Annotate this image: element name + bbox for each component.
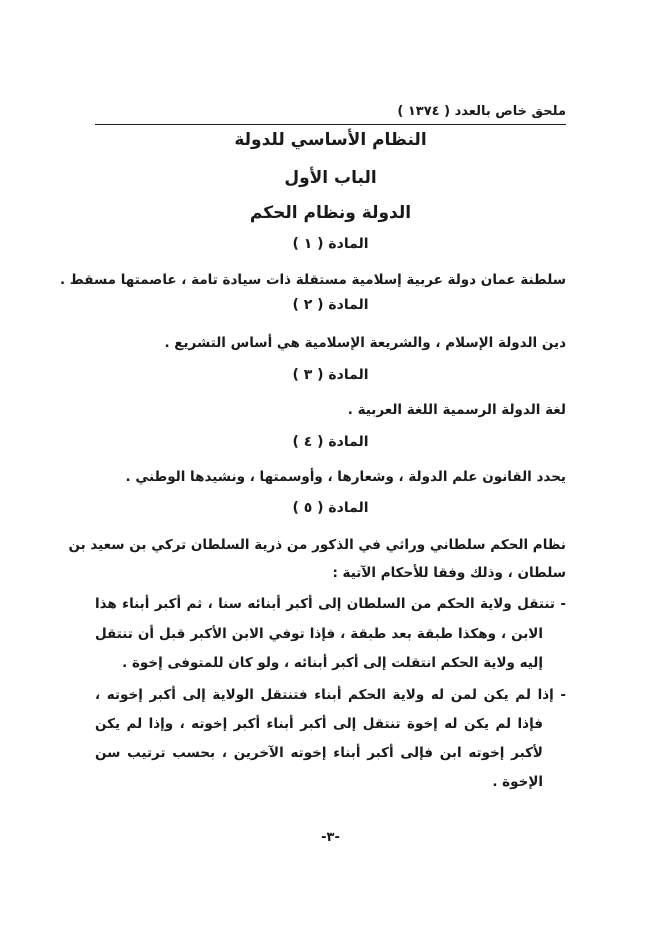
article-5-line-6: - إذا لم يكن لمن له ولاية الحكم أبناء فتنتقل الولاية إلى أكبر إخوته ، xyxy=(95,687,566,703)
article-1-text: سلطنة عمان دولة عربية إسلامية مستقلة ذات سيادة تامة ، عاصمتها مسقط . xyxy=(59,272,566,288)
article-5-line-2: سلطان ، وذلك وفقا للأحكام الآتية : xyxy=(332,565,566,581)
chapter-title: الباب الأول xyxy=(284,168,377,188)
article-5-line-8: لأكبر إخوته ابن فإلى أكبر أبناء إخوته الآخرين ، بحسب ترتيب سن xyxy=(95,745,543,761)
article-5-label: المادة ( ٥ ) xyxy=(292,500,369,516)
article-2-text: دين الدولة الإسلام ، والشريعة الإسلامية هي أساس التشريع . xyxy=(164,335,566,351)
article-4-text: يحدد القانون علم الدولة ، وشعارها ، وأوسمتها ، ونشيدها الوطني . xyxy=(125,469,566,485)
article-5-line-9: الإخوة . xyxy=(492,774,543,790)
article-3-text: لغة الدولة الرسمية اللغة العربية . xyxy=(347,402,566,418)
article-3-label: المادة ( ٣ ) xyxy=(292,367,369,383)
header-divider xyxy=(95,124,566,125)
article-5-line-4: الابن ، وهكذا طبقة بعد طبقة ، فإذا توفي الابن الأكبر قبل أن تنتقل xyxy=(95,626,543,642)
article-5-line-7: فإذا لم يكن له إخوة تنتقل إلى أكبر أبناء أكبر إخوته ، وإذا لم يكن xyxy=(95,716,543,732)
article-1-label: المادة ( ١ ) xyxy=(292,236,369,252)
article-4-label: المادة ( ٤ ) xyxy=(292,434,369,450)
article-2-label: المادة ( ٢ ) xyxy=(292,297,369,313)
article-5-line-3: - تنتقل ولاية الحكم من السلطان إلى أكبر أبنائه سنا ، ثم أكبر أبناء هذا xyxy=(95,596,566,612)
section-title: الدولة ونظام الحكم xyxy=(249,203,412,223)
article-5-line-5: إليه ولاية الحكم انتقلت إلى أكبر أبنائه ، ولو كان للمتوفى إخوة . xyxy=(122,655,543,671)
page-number: -٣- xyxy=(321,830,340,845)
document-title: النظام الأساسي للدولة xyxy=(234,130,427,150)
page-header: ملحق خاص بالعدد ( ١٣٧٤ ) xyxy=(397,104,566,119)
article-5-line-1: نظام الحكم سلطاني وراثي في الذكور من ذرية السلطان تركي بن سعيد بن xyxy=(68,537,566,553)
